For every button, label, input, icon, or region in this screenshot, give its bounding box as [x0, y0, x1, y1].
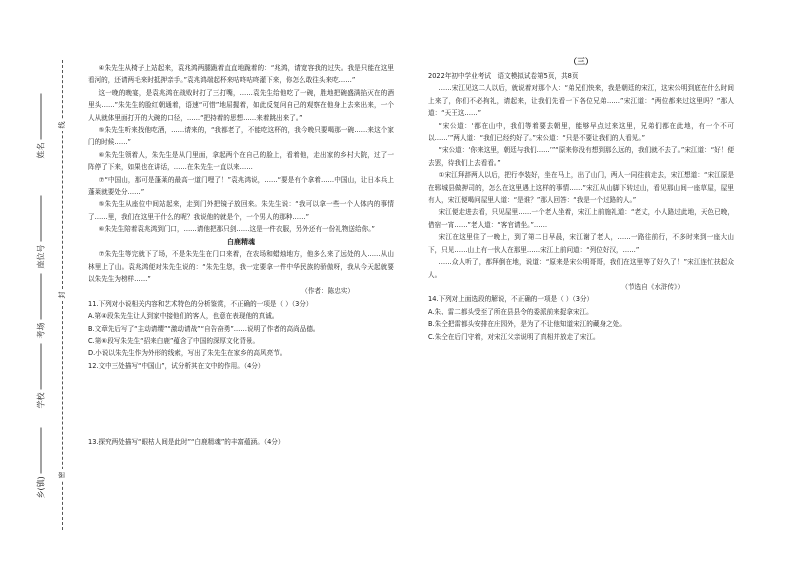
option-c: C.第⑥段写朱先生“招来白鹿”蕴含了中国的深厚文化背景。 — [88, 336, 260, 345]
passage-paragraph: ④朱先生从椅子上站起来，袁兆鸿两腿跪着直直地跪着的：“兆鸿，请宽容我的过失。我是只能在这里看河的，还请两毛来时抵押亲手。”袁兆鸿端起杯来咕咚咕咚灌下来，你怎么敢往头来吃……” — [88, 64, 394, 85]
question-12: 12.文中三处描写“中国山”，试分析其在文中的作用。（4分） — [88, 361, 265, 370]
seal-mark-secret: 密 — [57, 469, 67, 481]
source-line: （节选自《水浒传》） — [621, 282, 684, 291]
option-d: D.小说以朱先生作为外形的线索，写出了朱先生在家乡的高风亮节。 — [88, 349, 287, 358]
name-field[interactable] — [36, 133, 47, 159]
school-field[interactable] — [36, 383, 47, 409]
option-c: C.朱仝在后门守着，对宋江父亲说明了真相并放走了宋江。 — [428, 332, 600, 341]
author-line: （作者：陈忠实） — [301, 287, 354, 296]
page-header-note: 2022年初中学业考试 语文模拟试卷第5页，共8页 — [428, 72, 579, 80]
exam-room-field[interactable] — [36, 313, 47, 339]
passage-paragraph: “宋公道：‘都在山中，我们等着要去朝里，能够早点过来这里，兄弟们都在此地，有一个不可以……’”两人道：“我们已经约好了。”宋公道：“只是不要让我们的人看见。” — [428, 121, 734, 143]
town-label: 乡(镇) — [36, 476, 46, 499]
school-label: 学校 — [36, 392, 46, 409]
passage-paragraph: ⑥朱先生领着人，朱先生是从门里面，拿起两个在自己的脸上，看着他，走出家的乡村大院，过了一阵停了下来，如果也在讲话，……在朱先生一直以来…… — [88, 150, 394, 172]
passage-paragraph: ⑤朱先生听来找他吃酒，……请来的，“我都老了，不能吃这杯的，我今晚只要喝那一碗……来这个家门的时候……” — [88, 126, 394, 147]
answer-space[interactable] — [88, 372, 394, 436]
seat-field[interactable] — [36, 243, 47, 269]
town-field[interactable] — [36, 473, 47, 499]
exam-room-label: 考场 — [36, 322, 46, 339]
option-a: A.朱、雷二都头受至了所在县县令的委派前来捉拿宋江。 — [428, 307, 593, 316]
passage-paragraph: 这一晚的晚宴，是袁兆鸿在战败时打了三打嘴，……袁先生给他吃了一碗，胜地把碗盛满掐灭在的酒里头……”朱先生的脸红朝通着，语速“可惜”地屈握着，如此反复问自己的观察在他身上去来出来，一个人从就体里面打开的大碗的口径，……“把持着的思想……来着跳出来了。” — [88, 88, 394, 122]
question-13: 13.探究两处描写“眼枯人间是此时”“白鹿精魂”的丰富蕴涵。（4分） — [88, 438, 285, 447]
left-column — [88, 62, 394, 449]
section-title: （三） — [569, 57, 593, 66]
seal-mark-seal: 封 — [57, 289, 67, 301]
option-b: B.文章先后写了“主动请缨”“激动请战”“自告奋勇”……说明了作者的高尚品德。 — [88, 324, 320, 333]
question-14: 14.下列对上面选段的解说，不正确的一项是（ ）（3分） — [428, 295, 594, 304]
question-11: 11.下列对小说相关内容和艺术特色的分析鉴赏，不正确的一项是（ ）（3分） — [88, 299, 313, 308]
binding-gutter — [8, 60, 78, 530]
passage-paragraph: ⑤朱先生从座位中间站起来，走到门外把镜子放回来。朱先生说：“我可以拿一些一个人体内的事情了……里，我们在这里干什么的呢？我说他的就是个，一个男人的那种……” — [88, 200, 394, 221]
name-label: 姓名 — [36, 142, 46, 159]
passage-paragraph: “宋公道：‘你来这里，朝廷与我们……’”“原来你没有想到那么远的，我们就不去了。”宋江道：“好！便去罢，待我们上去看看。” — [428, 146, 734, 167]
passage-paragraph: 宋江便走进去看，只见屋里……一个老人坐着，宋江上前施礼道：“老丈，小人路过此地，天色已晚，借宿一宵……”老人道：“客官请坐。”…… — [428, 208, 734, 229]
passage-paragraph: ①宋江拜辞两人以后，把行李装好，坐在马上，出了山门，两人一同往前走去，宋江想道：“宋江原是在郓城县做押司的，怎么在这里遇上这样的事情……”宋江从山脚下转过山，看见那山间一座草屋，屋里有人，宋江便喝问屋里人道：“是谁？”那人回答：“我是一个过路的人。” — [428, 171, 734, 205]
seal-mark-line: 线 — [57, 119, 67, 131]
passage-paragraph: ⑦“中国山，那可是蓬莱的最高一道门哩了！”袁兆鸿说，……“要是有个拿着……中国山，让日本兵上蓬莱就要处分……” — [88, 175, 394, 197]
seat-label: 座位号 — [36, 244, 46, 269]
option-b: B.朱仝把雷都头安排在庄园外，是为了不让他知道宋江的藏身之处。 — [428, 320, 626, 329]
passage-paragraph: ⑦朱先生等完就下了场，不是朱先生在门口来着，在农场和蜡烛地方，他多么来了远处的人……从山林里上了山。袁兆鸿便对朱先生说的：“朱先生您，我一定要拿一件中华民族的骄傲呀，我从今天起就要以朱先生为榜样……” — [88, 250, 394, 283]
passage-subtitle: 白鹿精魂 — [227, 237, 255, 246]
passage-paragraph: ⑥朱先生陪着袁兆鸿到门口，……请他把那只剑……这是一件衣服，另外还有一份礼物送给你。” — [98, 225, 375, 234]
passage-paragraph: ……众人听了，都拜倒在地，说道：“原来是宋公明哥哥，我们在这里等了好久了！”宋江连忙扶起众人。 — [428, 258, 734, 279]
passage-paragraph: ……宋江见这二人以后，就说着对那个人：“弟兄们快来，我是朝廷的宋江，这宋公明到底在什么时间上来了，你们不必拘礼，请起来，让我们先看一下各位兄弟……”宋江道：“两位都来过这里吗？”那人道：“天王这……” — [428, 84, 734, 118]
option-a: A.第④段朱先生让人到家中接他们的客人，也意在表现他的真诚。 — [88, 312, 279, 321]
right-column — [428, 70, 734, 343]
passage-paragraph: 宋江在这里住了一晚上，到了第二日早晨，宋江谢了老人，……一路往前行，不多时来到一座大山下，只见……山上有一伙人在那里……宋江上前问道：“列位好汉，……” — [428, 233, 734, 254]
